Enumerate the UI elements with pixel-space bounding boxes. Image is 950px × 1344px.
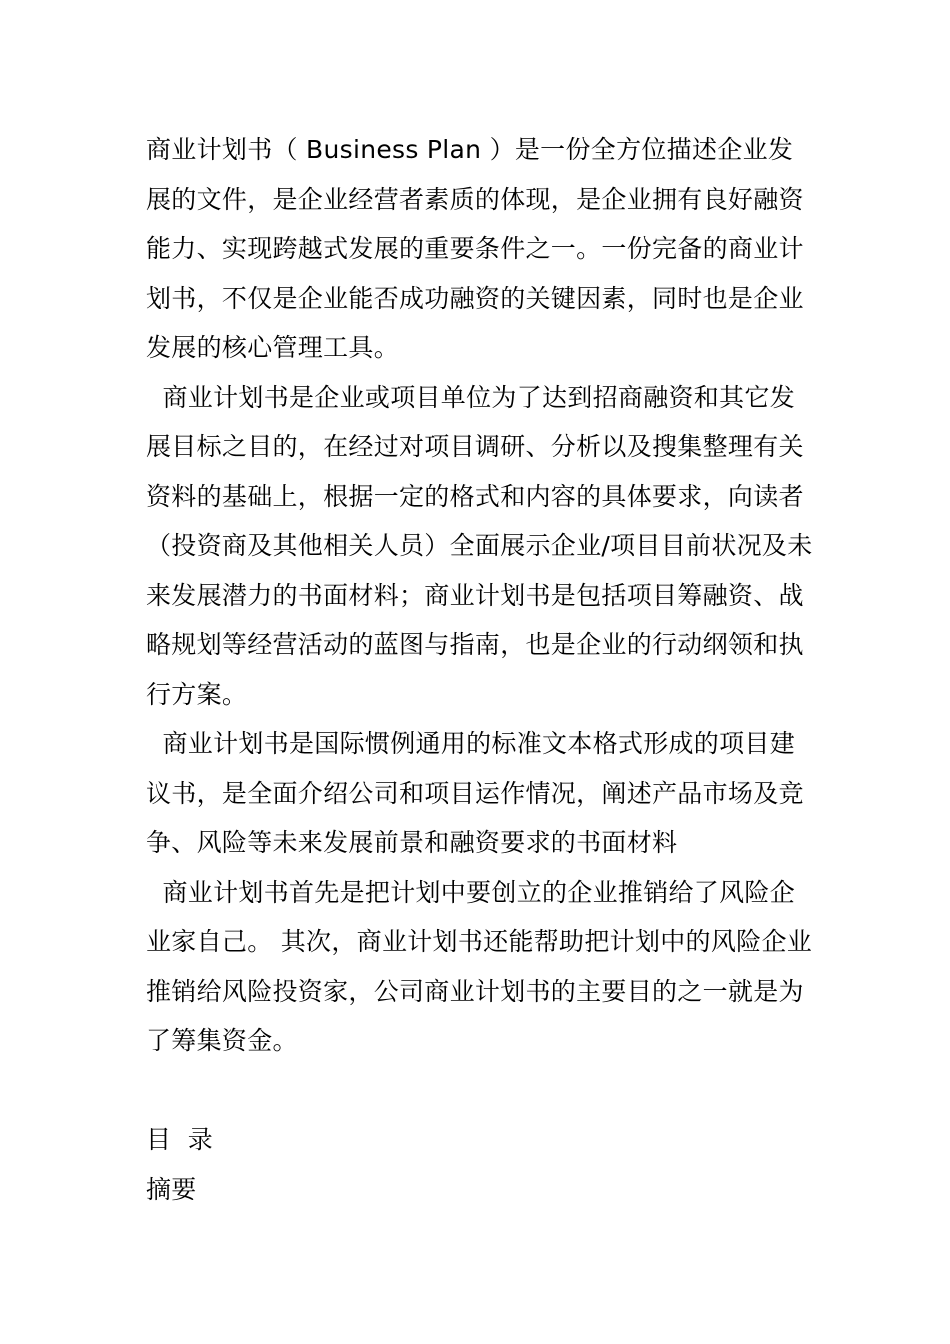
blank-line [146, 1066, 816, 1116]
paragraph-purpose: 商业计划书首先是把计划中要创立的企业推销给了风险企业家自己。 其次，商业计划书还能帮助把计划中的风险企业推销给风险投资家，公司商业计划书的主要目的之一就是为了筹集资金。 [146, 877, 813, 1055]
paragraph-definition: 商业计划书是企业或项目单位为了达到招商融资和其它发展目标之目的，在经过对项目调研、分析以及搜集整理有关资料的基础上，根据一定的格式和内容的具体要求，向读者（投资商及其他相关人员）全面展示企业/项目目前状况及未来发展潜力的书面材料；商业计划书是包括项目筹融资、战略规划等经营活动的蓝图与指南，也是企业的行动纲领和执行方案。 [146, 382, 813, 709]
toc-entry-summary: 摘要 [146, 1174, 197, 1204]
document-body [146, 125, 816, 1214]
paragraph-standard-format: 商业计划书是国际惯例通用的标准文本格式形成的项目建议书，是全面介绍公司和项目运作情况，阐述产品市场及竞争、风险等未来发展前景和融资要求的书面材料 [146, 729, 804, 857]
paragraph-intro: 商业计划书（ Business Plan ）是一份全方位描述企业发展的文件，是企业经营者素质的体现，是企业拥有良好融资能力、实现跨越式发展的重要条件之一。一份完备的商业计划书，不仅是企业能否成功融资的关键因素，同时也是企业发展的核心管理工具。 [146, 135, 804, 362]
toc-title: 目 录 [146, 1125, 214, 1154]
